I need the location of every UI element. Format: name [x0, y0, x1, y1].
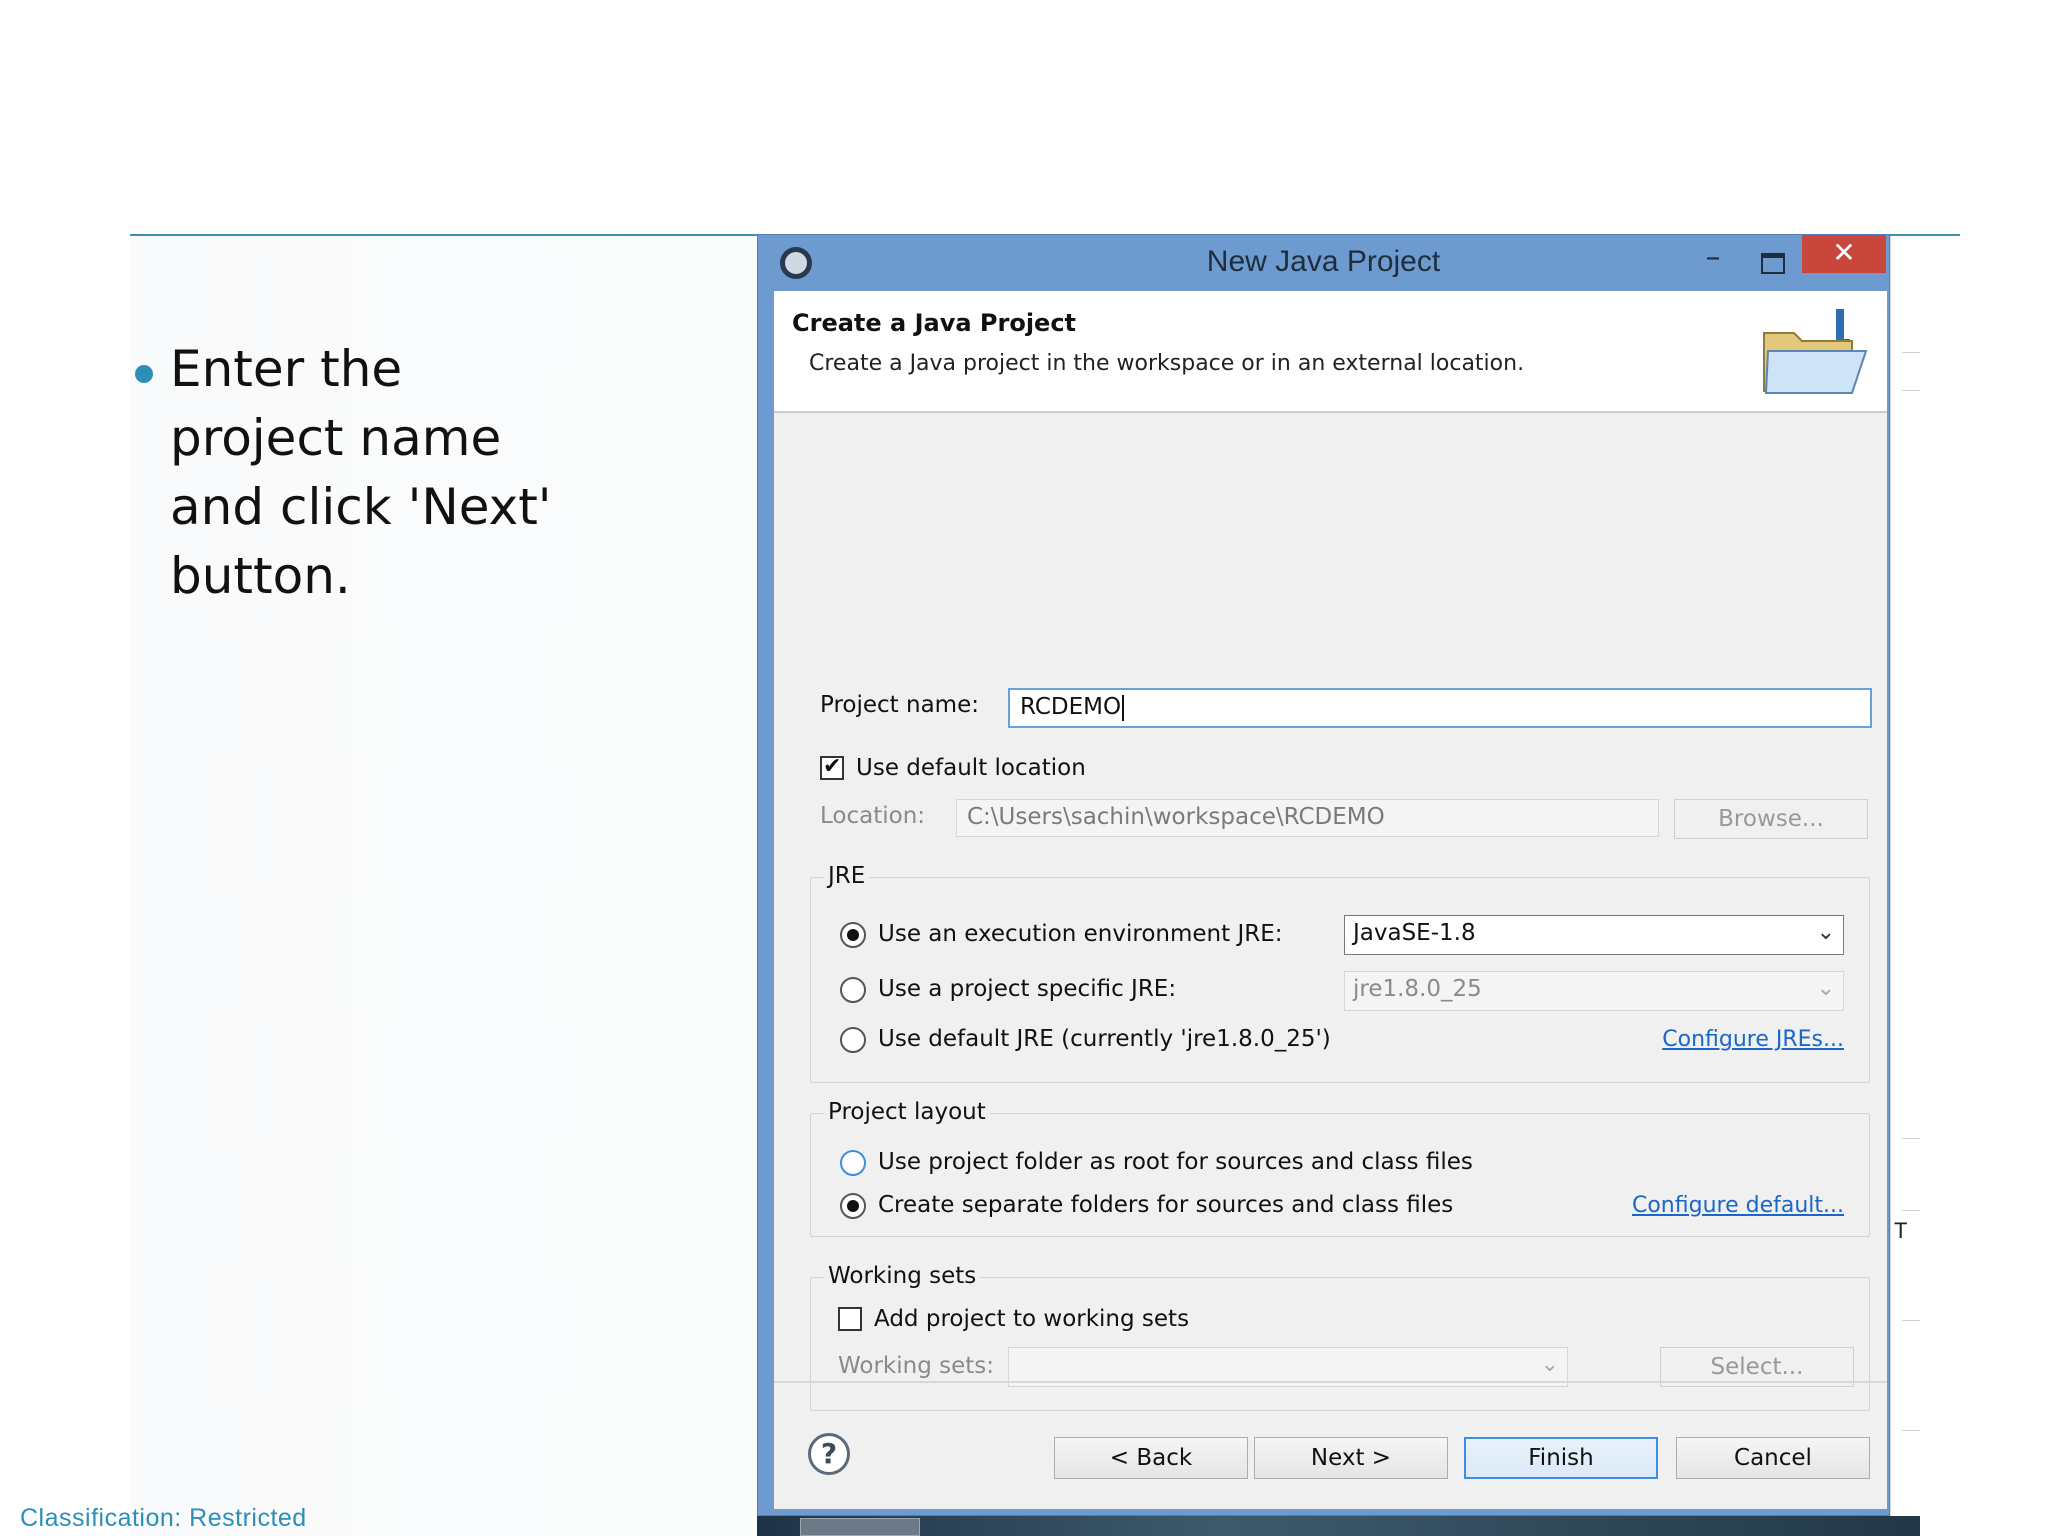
- wizard-banner: [774, 291, 1887, 413]
- finish-button[interactable]: Finish: [1464, 1437, 1658, 1479]
- jre-project-specific-label[interactable]: Use a project specific JRE:: [878, 976, 1177, 1002]
- wizard-title: Create a Java Project: [792, 309, 1077, 337]
- execution-env-select[interactable]: [1344, 915, 1844, 955]
- background-line: [1902, 1210, 1920, 1211]
- text-caret: [1122, 695, 1124, 721]
- new-java-project-dialog: [757, 234, 1890, 1516]
- add-to-working-sets-label[interactable]: Add project to working sets: [874, 1306, 1190, 1332]
- jre-group-title: JRE: [824, 863, 869, 889]
- background-line: [1902, 1320, 1920, 1321]
- dialog-titlebar[interactable]: [758, 235, 1889, 291]
- dialog-title: New Java Project: [1206, 245, 1441, 278]
- layout-project-root-label[interactable]: Use project folder as root for sources and class files: [878, 1149, 1473, 1175]
- maximize-button[interactable]: [1751, 243, 1791, 279]
- layout-project-root-radio[interactable]: [840, 1150, 866, 1176]
- slide-bullet-text: Enter the project name and click 'Next' button.: [170, 340, 552, 605]
- chevron-down-icon: ⌄: [1816, 920, 1835, 945]
- background-line: [1902, 1138, 1920, 1139]
- taskbar: [757, 1516, 1920, 1536]
- project-name-input[interactable]: [1008, 688, 1872, 728]
- background-line: [1902, 1430, 1920, 1431]
- project-layout-group: [810, 1113, 1870, 1237]
- jre-execution-env-radio[interactable]: [840, 922, 866, 948]
- project-name-value: RCDEMO: [1020, 694, 1122, 720]
- background-window: [1890, 236, 1920, 1536]
- wizard-description: Create a Java project in the workspace or in an external location.: [809, 351, 1525, 376]
- close-button[interactable]: ✕: [1802, 235, 1886, 273]
- location-input[interactable]: C:\Users\sachin\workspace\RCDEMO: [956, 799, 1659, 837]
- java-project-folder-icon: [1754, 303, 1874, 403]
- execution-env-value: JavaSE-1.8: [1353, 920, 1476, 946]
- minimize-button[interactable]: –: [1705, 240, 1721, 275]
- select-working-sets-button[interactable]: Select...: [1660, 1347, 1854, 1387]
- help-icon[interactable]: ?: [808, 1433, 850, 1475]
- classification-footer: Classification: Restricted: [20, 1504, 307, 1532]
- jre-default-radio[interactable]: [840, 1027, 866, 1053]
- project-name-label: Project name:: [820, 692, 979, 718]
- background-line: [1902, 352, 1920, 353]
- use-default-location-checkbox[interactable]: [820, 756, 844, 780]
- chevron-down-icon: ⌄: [1816, 976, 1835, 1001]
- dialog-client-area: [774, 291, 1887, 1509]
- jre-execution-env-label[interactable]: Use an execution environment JRE:: [878, 921, 1283, 947]
- jre-project-specific-radio[interactable]: [840, 977, 866, 1003]
- layout-separate-folders-radio[interactable]: [840, 1193, 866, 1219]
- location-label: Location:: [820, 803, 926, 829]
- cancel-button[interactable]: Cancel: [1676, 1437, 1870, 1479]
- back-button[interactable]: < Back: [1054, 1437, 1248, 1479]
- background-text: T: [1894, 1218, 1908, 1243]
- project-jre-select[interactable]: [1344, 971, 1844, 1011]
- taskbar-item[interactable]: [800, 1518, 920, 1536]
- chevron-down-icon: ⌄: [1540, 1352, 1559, 1377]
- background-line: [1902, 390, 1920, 391]
- working-sets-group-title: Working sets: [824, 1263, 980, 1289]
- project-jre-value: jre1.8.0_25: [1353, 976, 1482, 1002]
- browse-button[interactable]: Browse...: [1674, 799, 1868, 839]
- use-default-location-label[interactable]: Use default location: [856, 755, 1086, 781]
- working-sets-group: [810, 1277, 1870, 1411]
- button-bar-separator: [774, 1381, 1887, 1383]
- layout-separate-folders-label[interactable]: Create separate folders for sources and class files: [878, 1192, 1454, 1218]
- working-sets-label: Working sets:: [838, 1353, 995, 1379]
- add-to-working-sets-checkbox[interactable]: [838, 1307, 862, 1331]
- jre-default-label[interactable]: Use default JRE (currently 'jre1.8.0_25'): [878, 1026, 1331, 1052]
- next-button[interactable]: Next >: [1254, 1437, 1448, 1479]
- project-layout-group-title: Project layout: [824, 1099, 990, 1125]
- configure-jres-link[interactable]: Configure JREs...: [1662, 1027, 1844, 1052]
- configure-default-link[interactable]: Configure default...: [1631, 1193, 1844, 1218]
- bullet-dot: [135, 365, 153, 383]
